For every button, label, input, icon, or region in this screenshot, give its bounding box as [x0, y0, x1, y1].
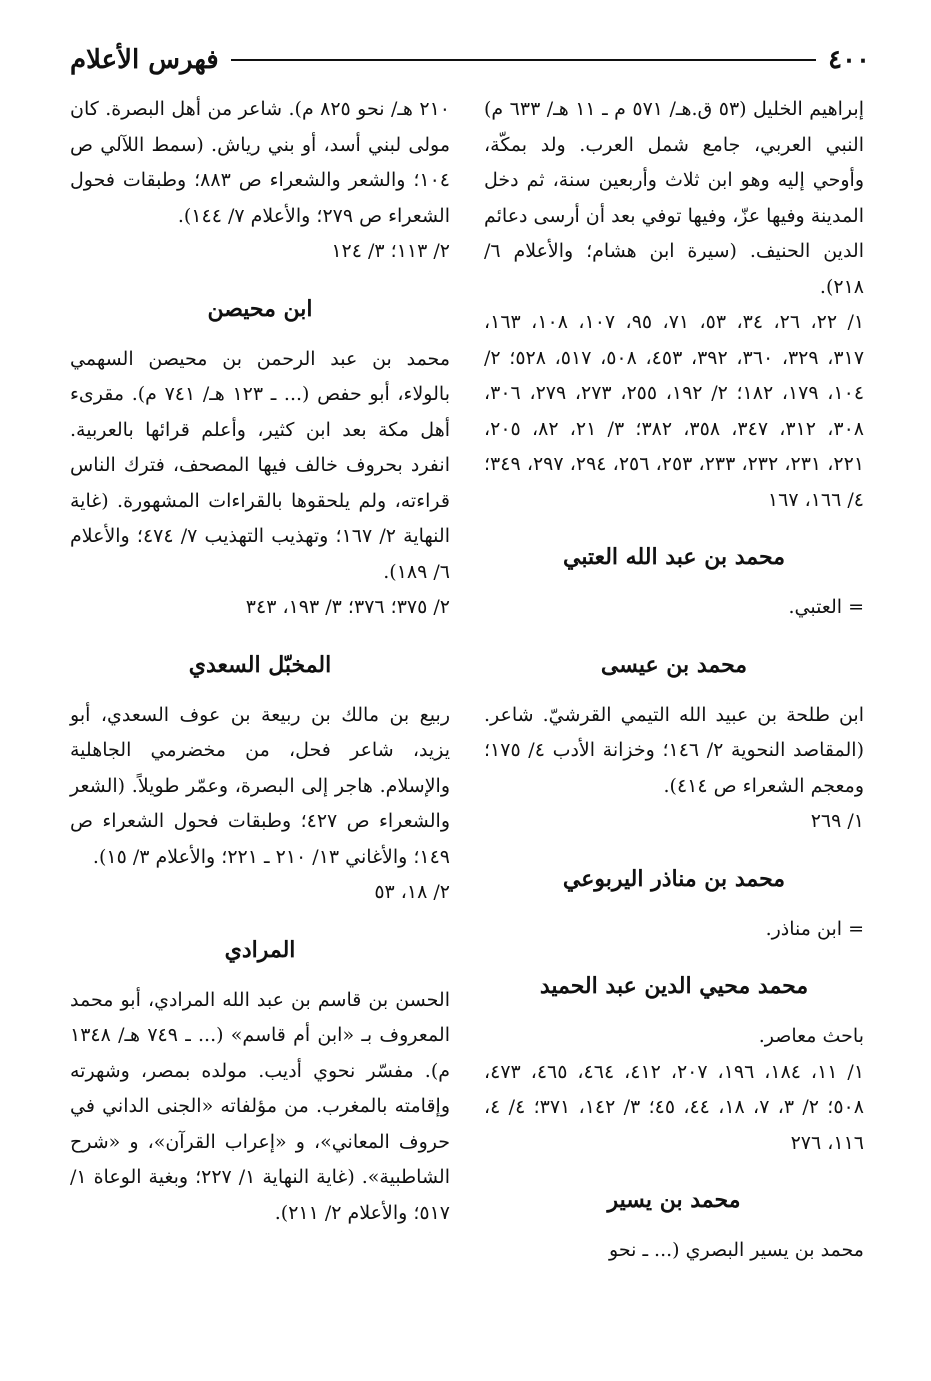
entry-refs: ١/ ١١، ١٨٤، ١٩٦، ٢٠٧، ٤١٢، ٤٦٤، ٤٦٥، ٤٧٣، ٥٠٨؛ ٢/ ٣، ٧، ١٨، ٤٤، ٤٥؛ ٣/ ١٤٢، ٣٧١؛ ٤/ ٤، ١١٦، ٢٧٦: [484, 1060, 865, 1154]
entry-refs: ١/ ٢٦٩: [810, 810, 864, 832]
entry-body: الحسن بن قاسم بن عبد الله المرادي، أبو محمد المعروف بـ «ابن أم قاسم» (... ـ ٧٤٩ هـ/ ١٣٤٨ م). مفسّر نحوي أديب. مولده بمصر، وشهرته وإقامته بالمغرب. من مؤلفاته «الجنى الداني في حروف المعاني»، و «إعراب القرآن»، و «شرح الشاطبية». (غاية النهاية ١/ ٢٢٧؛ وبغية الوعاة ١/ ٥١٧؛ والأعلام ٢/ ٢١١).: [70, 988, 450, 1224]
index-entry: [484, 652, 864, 840]
entry-refs: ٢/ ١١٣؛ ٣/ ١٢٤: [331, 240, 450, 262]
entry-refs: ٢/ ٣٧٥؛ ٣٧٦؛ ٣/ ١٩٣، ٣٤٣: [245, 596, 450, 618]
index-entry: [484, 544, 864, 626]
entry-body: باحث معاصر.: [758, 1025, 864, 1047]
entry-refs: ١/ ٢٢، ٢٦، ٣٤، ٥٣، ٧١، ٩٥، ١٠٧، ١٠٨، ١٦٣، ٣١٧، ٣٢٩، ٣٦٠، ٣٩٢، ٤٥٣، ٥٠٨، ٥١٧، ٥٢٨؛ ٢/ ١٠٤، ١٧٩، ١٨٢؛ ٢/ ١٩٢، ٢٥٥، ٢٧٣، ٢٧٩، ٣٠٦، ٣٠٨، ٣١٢، ٣٤٧، ٣٥٨، ٣٨٢؛ ٣/ ٢١، ٨٢، ٢٠٥، ٢٢١، ٢٣١، ٢٣٢، ٢٣٣، ٢٥٣، ٢٥٦، ٢٩٤، ٢٩٧، ٣٤٩؛ ٤/ ١٦٦، ١٦٧: [484, 311, 865, 511]
entry-body: محمد بن عبد الرحمن بن محيصن السهمي بالولاء، أبو حفص (... ـ ١٢٣ هـ/ ٧٤١ م). مقرىء أهل مكة بعد ابن كثير، وأعلم قرائها بالعربية. انفرد بحروف خالف فيها المصحف، فترك الناس قراءته، ولم يلحقوها بالقراءات المشهورة. (غاية النهاية ٢/ ١٦٧؛ وتهذيب التهذيب ٧/ ٤٧٤؛ والأعلام ٦/ ١٨٩).: [70, 347, 450, 583]
entry-refs: ٢/ ١٨، ٥٣: [374, 881, 450, 903]
running-title: فهرس الأعلام: [70, 45, 219, 75]
entry-body: محمد بن يسير البصري (... ـ نحو: [609, 1239, 864, 1261]
header-rule: [231, 59, 816, 61]
entry-body: إبراهيم الخليل (٥٣ ق.هـ/ ٥٧١ م ـ ١١ هـ/ ٦٣٣ م) النبي العربي، جامع شمل العرب. ولد بمكّة، وأوحي إليه وهو ابن ثلاث وأربعين سنة، ثم دخل المدينة وفيها عزّ، وفيها توفي بعد أن أرسى دعائم الدين الحنيف. (سيرة ابن هشام؛ والأعلام ٦/ ٢١٨).: [484, 98, 864, 298]
entry-heading: محمد محيي الدين عبد الحميد: [539, 973, 809, 999]
left-column: [70, 92, 450, 1241]
index-entry: [70, 296, 450, 626]
page-number: ٤٠٠: [828, 45, 870, 75]
entry-heading: محمد بن عبد الله العتبي: [562, 544, 785, 570]
index-entry: [70, 937, 450, 1232]
entry-heading: المخبّل السعدي: [188, 651, 332, 678]
entry-heading: محمد بن عيسى: [600, 651, 748, 678]
index-entry: [484, 866, 864, 948]
entry-body: ابن طلحة بن عبيد الله التيمي القرشيّ. شاعر. (المقاصد النحوية ٢/ ١٤٦؛ وخزانة الأدب ٤/ ١٧٥؛ ومعجم الشعراء ص ٤١٤).: [484, 703, 864, 797]
entry-heading: محمد بن يسير: [607, 1187, 741, 1213]
entry-heading: محمد بن مناذر اليربوعي: [562, 865, 786, 892]
index-entry: [70, 92, 450, 270]
entry-body: ربيع بن مالك بن ربيعة بن عوف السعدي، أبو يزيد، شاعر فحل، من مخضرمي الجاهلية والإسلام. هاجر إلى البصرة، وعمّر طويلاً. (الشعر والشعراء ص ٤٢٧؛ وطبقات فحول الشعراء ص ١٤٩؛ والأغاني ١٣/ ٢١٠ ـ ٢٢١؛ والأعلام ٣/ ١٥).: [70, 703, 450, 868]
entry-heading: ابن محيصن: [207, 295, 313, 322]
right-column: [484, 92, 864, 1279]
entry-cross-reference: = العتبي.: [788, 596, 864, 618]
index-entry: [70, 652, 450, 911]
page-header: [70, 40, 870, 80]
index-entry: [484, 1187, 864, 1269]
entry-body: ٢١٠ هـ/ نحو ٨٢٥ م). شاعر من أهل البصرة. كان مولى لبني أسد، أو بني رياش. (سمط اللآلي ص ١٠٤؛ والشعر والشعراء ص ٨٨٣؛ وطبقات فحول الشعراء ص ٢٧٩؛ والأعلام ٧/ ١٤٤).: [70, 98, 450, 227]
entry-cross-reference: = ابن مناذر.: [765, 917, 864, 940]
entry-heading: المرادي: [224, 936, 296, 963]
index-entry: [484, 973, 864, 1161]
index-entry: [484, 92, 864, 518]
